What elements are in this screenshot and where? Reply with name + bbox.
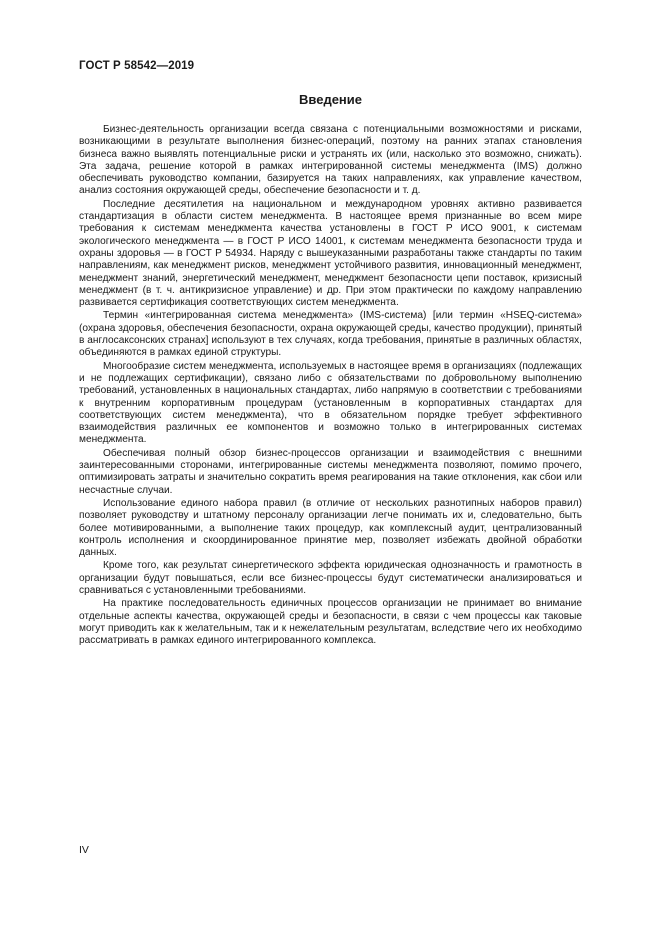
paragraph: Последние десятилетия на национальном и международном уровнях активно развивается стандартизация в области систем менеджмента. В настоящее время признанные во всем мире требования к системам менеджмента качества установлены в ГОСТ Р ИСО 9001, к системам экологического менеджмента — в ГОСТ Р ИСО 14001, к системам менеджмента безопасности труда и охраны здоровья — в ГОСТ Р 54934. Наряду с вышеуказанными разработаны также стандарты по таким направлениям, как менеджмент рисков, менеджмент устойчивого развития, инновационный менеджмент, менеджмент знаний, энергетический менеджмент, менеджмент безопасности цепи поставок, кризисный менеджмент (в т. ч. антикризисное управление) и др. При этом практически по каждому направлению развивается сертификация соответствующих систем менеджмента. bbox=[79, 198, 582, 309]
paragraph: Термин «интегрированная система менеджмента» (IMS-система) [или термин «HSEQ-система» (охрана здоровья, обеспечения безопасности, охрана окружающей среды, качество продукции), принятый в англосаксонских странах] используют в тех случаях, когда требования, принятые в различных областях, объединяются в рамках единой структуры. bbox=[79, 310, 582, 359]
paragraph: Обеспечивая полный обзор бизнес-процессов организации и взаимодействия с внешними заинтересованными сторонами, интегрированные системы менеджмента позволяют, помимо прочего, оптимизировать затраты и значительно сократить время реагирования на такие отклонения, как сбои или несчастные случаи. bbox=[79, 447, 582, 496]
paragraph: Бизнес-деятельность организации всегда связана с потенциальными возможностями и рисками, возникающими в результате выполнения бизнес-операций, поэтому на ранних этапах становления бизнеса важно выявлять потенциальные риски и устранять их (или, насколько это возможно, снижать). Эта задача, решение которой в рамках интегрированной системы менеджмента (IMS) должно обеспечивать руководство компании, базируется на таких направлениях, как управление качеством, анализ состояния окружающей среды, обеспечение безопасности и т. д. bbox=[79, 124, 582, 197]
paragraph: Многообразие систем менеджмента, используемых в настоящее время в организациях (подлежащих и не подлежащих сертификации), связано либо с обязательствами по добровольному выполнению требований, установленных в национальных стандартах, либо напрямую в соответствии с требованиями к внутренним корпоративным процедурам (установленным в корпоративных стандартах для соответствующих систем менеджмента), что в обязательном порядке требует эффективного взаимодействия различных ее компонентов и возможно только в интегрированных системах менеджмента. bbox=[79, 360, 582, 446]
introduction-body bbox=[79, 124, 582, 648]
paragraph: Использование единого набора правил (в отличие от нескольких разнотипных наборов правил) позволяет руководству и штатному персоналу организации легче понимать их и, следовательно, быть более мотивированными, а выполнение таких процедур, как комплексный аудит, централизованный контроль исполнения и скоординированное принятие мер, позволяет избежать двойной обработки данных. bbox=[79, 497, 582, 559]
paragraph: На практике последовательность единичных процессов организации не принимает во внимание отдельные аспекты качества, окружающей среды и безопасности, в связи с чем процессы как таковые могут приводить как к желательным, так и к нежелательным результатам, вследствие чего их необходимо рассматривать в рамках единого интегрированного комплекса. bbox=[79, 598, 582, 647]
section-title: Введение bbox=[299, 92, 362, 107]
page-number: IV bbox=[79, 844, 89, 856]
running-header-standard-code: ГОСТ Р 58542—2019 bbox=[79, 60, 195, 72]
paragraph: Кроме того, как результат синергетического эффекта юридическая однозначность и грамотность в организации будут повышаться, если все бизнес-процессы будут систематически анализироваться и сравниваться с установленными требованиями. bbox=[79, 560, 582, 596]
